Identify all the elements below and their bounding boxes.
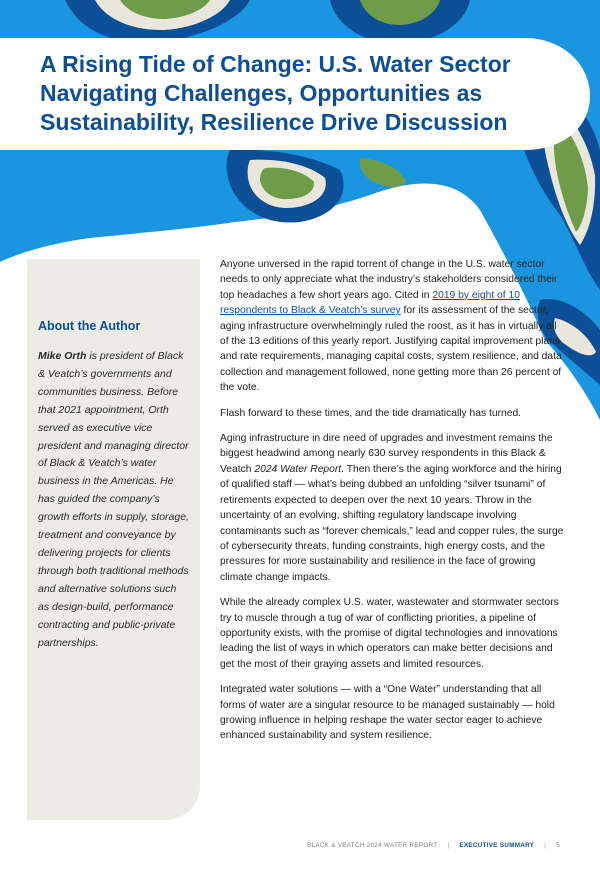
footer-separator: | bbox=[447, 842, 450, 849]
author-name: Mike Orth bbox=[38, 350, 87, 362]
footer-section-name: EXECUTIVE SUMMARY bbox=[459, 842, 535, 849]
page-footer bbox=[307, 842, 560, 849]
survey-link[interactable]: 2019 by eight of 10 respondents to Black & Veatch’s survey bbox=[220, 289, 520, 317]
paragraph-3 bbox=[220, 431, 565, 585]
paragraph-2: Flash forward to these times, and the tide dramatically has turned. bbox=[220, 407, 522, 419]
footer-report-name: BLACK & VEATCH 2024 WATER REPORT bbox=[307, 842, 438, 849]
paragraph-5: Integrated water solutions — with a “One Water” understanding that all forms of water are a singular resource to be managed sustainably — hold growing influence in helping reshape the water sector eager to achieve enhanced sustainability and system resilience. bbox=[220, 684, 555, 742]
paragraph-text: Aging infrastructure in dire need of upgrades and investment remains the biggest headwind among nearly 630 survey respondents in this Black & Veatch bbox=[220, 433, 553, 475]
author-bio-text: is president of Black & Veatch’s governments and communities business. Before that 2021 appointment, Orth served as executive vice president and managing director of Black & Veatch’s water business in the Americas. He has guided the company’s growth efforts in supply, storage, treatment and conveyance by delivering projects for clients through both traditional methods and alternative solutions such as design-build, performance contracting and public-private partnerships. bbox=[38, 350, 189, 649]
paragraph-text: . Then there’s the aging workforce and the hiring of qualified staff — what’s being dubbed an unfolding “silver tsunami” of retirements expected to deepen over the next 10 years. Throw in the uncertainty of an evolving, shifting regulatory landscape involving contaminants such as “forever chemicals,” lead and copper rules, the surge of cybersecurity threats, funding constraints, high energy costs, and the pressures for more sustainability and resilience in the face of growing climate change impacts. bbox=[220, 463, 564, 583]
about-author-sidebar bbox=[27, 259, 200, 820]
paragraph-text: Anyone unversed in the rapid torrent of change in the U.S. water sector needs to only appreciate what the industry’s stakeholders considered their top headaches a few short years ago. Cited in bbox=[220, 259, 558, 301]
article-body bbox=[220, 257, 565, 754]
paragraph-1 bbox=[220, 257, 565, 396]
footer-separator: | bbox=[544, 842, 547, 849]
paragraph-text: for its assessment of the sector, aging infrastructure overwhelmingly ruled the roost, as it has in virtually all of the 13 editions of this yearly report. Justifying capital improvement plans and rate requirements, managing capital costs, system resilience, and data collection and management followed, none getting more than 26 percent of the vote. bbox=[220, 305, 562, 394]
report-title-italic: 2024 Water Report bbox=[254, 463, 342, 475]
page-title: A Rising Tide of Change: U.S. Water Sector Navigating Challenges, Opportunities as Sustainability, Resilience Drive Discussion bbox=[40, 51, 511, 135]
sidebar-heading: About the Author bbox=[38, 319, 141, 333]
footer-page-number: 5 bbox=[556, 842, 560, 849]
author-bio bbox=[38, 348, 190, 652]
paragraph-4: While the already complex U.S. water, wastewater and stormwater sectors try to muscle through a tug of war of conflicting priorities, a pipeline of opportunity exists, with the promise of digital technologies and innovations leading the list of ways in which operators can make better decisions and get the most of their graying assets and limited resources. bbox=[220, 597, 559, 670]
